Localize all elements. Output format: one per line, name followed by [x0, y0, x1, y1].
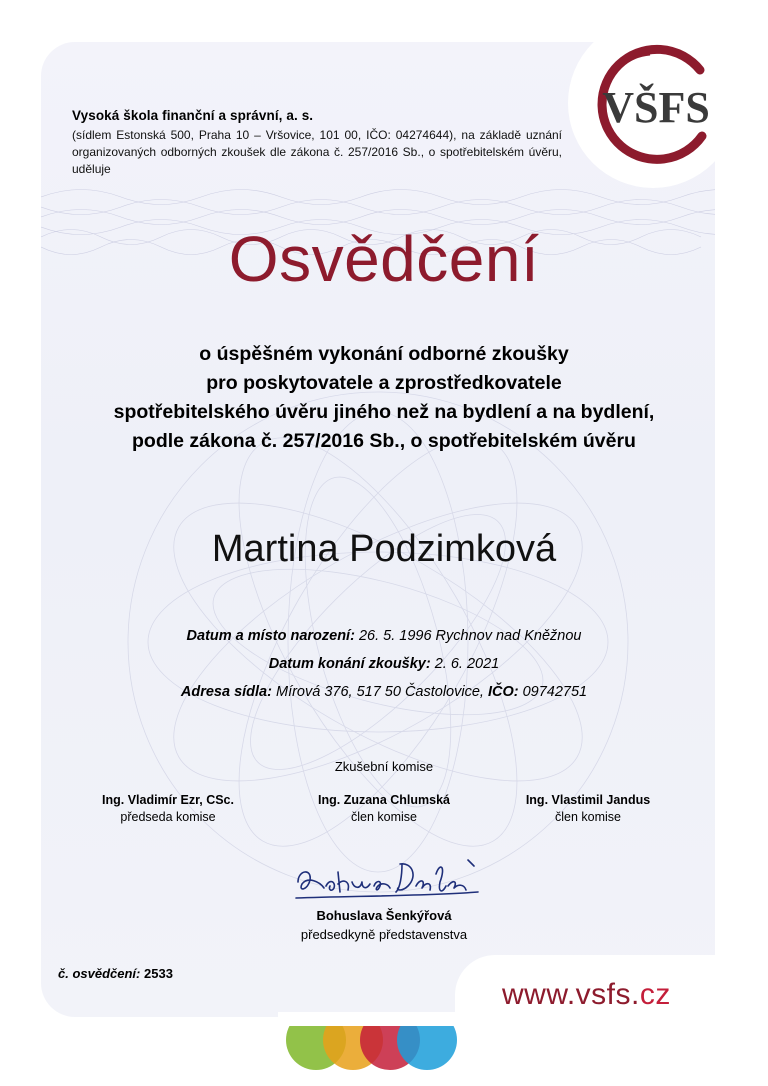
certificate-number-label: č. osvědčení: — [58, 966, 141, 981]
website-domain: www.vsfs. — [502, 978, 640, 1011]
subtitle-line-4: podle zákona č. 257/2016 Sb., o spotřebitelském úvěru — [132, 430, 636, 452]
address-label: Adresa sídla: — [180, 684, 272, 700]
member-name: Ing. Vlastimil Jandus — [525, 793, 651, 807]
exam-date-row — [0, 650, 768, 678]
exam-date-value: 2. 6. 2021 — [434, 656, 500, 672]
website-link[interactable] — [502, 978, 671, 1012]
brand-dots-decoration — [278, 1012, 468, 1086]
chair-role: předsedkyně představenstva — [300, 927, 468, 942]
chair-name: Bohuslava Šenkýřová — [316, 908, 452, 923]
address-value: Mírová 376, 517 50 Častolovice, — [275, 684, 484, 700]
issuer-name: Vysoká škola finanční a správní, a. s. — [72, 108, 314, 123]
ico-value: 09742751 — [522, 684, 588, 700]
member-role: člen komise — [555, 810, 621, 824]
ico-label: IČO: — [487, 684, 519, 700]
issuer-description: (sídlem Estonská 500, Praha 10 – Vršovice, 101 00, IČO: 04274644), na základě uznání organizovaných odborných zkoušek dle zákona č. 257/2016 Sb., o spotřebitelském úvěru, uděluje — [72, 128, 562, 176]
footer-corner — [455, 955, 768, 1086]
certificate-subtitle — [40, 340, 728, 456]
member-name: Ing. Vladimír Ezr, CSc. — [102, 793, 234, 807]
chair-block — [0, 906, 768, 944]
vsfs-logo — [590, 40, 720, 170]
exam-date-label: Datum konání zkoušky: — [268, 656, 431, 672]
svg-text:VŠFS: VŠFS — [602, 83, 710, 132]
website-tld: cz — [639, 978, 671, 1011]
committee-member — [274, 792, 494, 826]
committee-heading: Zkušební komise — [334, 759, 434, 774]
issuer-block — [72, 108, 562, 178]
subtitle-line-3: spotřebitelského úvěru jiného než na bydlení a na bydlení, — [113, 401, 655, 423]
address-row — [0, 678, 768, 706]
holder-name: Martina Podzimková — [211, 528, 557, 570]
member-name: Ing. Zuzana Chlumská — [318, 793, 450, 807]
chair-signature — [290, 852, 490, 910]
subtitle-line-2: pro poskytovatele a zprostředkovatele — [206, 372, 562, 394]
holder-details — [0, 622, 768, 706]
committee-member-chair — [58, 792, 278, 826]
committee-member — [478, 792, 698, 826]
member-role: člen komise — [351, 810, 417, 824]
certificate-number-value: 2533 — [144, 966, 173, 981]
member-role: předseda komise — [120, 810, 216, 824]
certificate-number — [58, 966, 173, 981]
birth-value: 26. 5. 1996 Rychnov nad Kněžnou — [358, 628, 582, 644]
subtitle-line-1: o úspěšném vykonání odborné zkoušky — [199, 343, 569, 365]
certificate-title: Osvědčení — [228, 223, 540, 295]
birth-label: Datum a místo narození: — [186, 628, 355, 644]
birth-row — [0, 622, 768, 650]
